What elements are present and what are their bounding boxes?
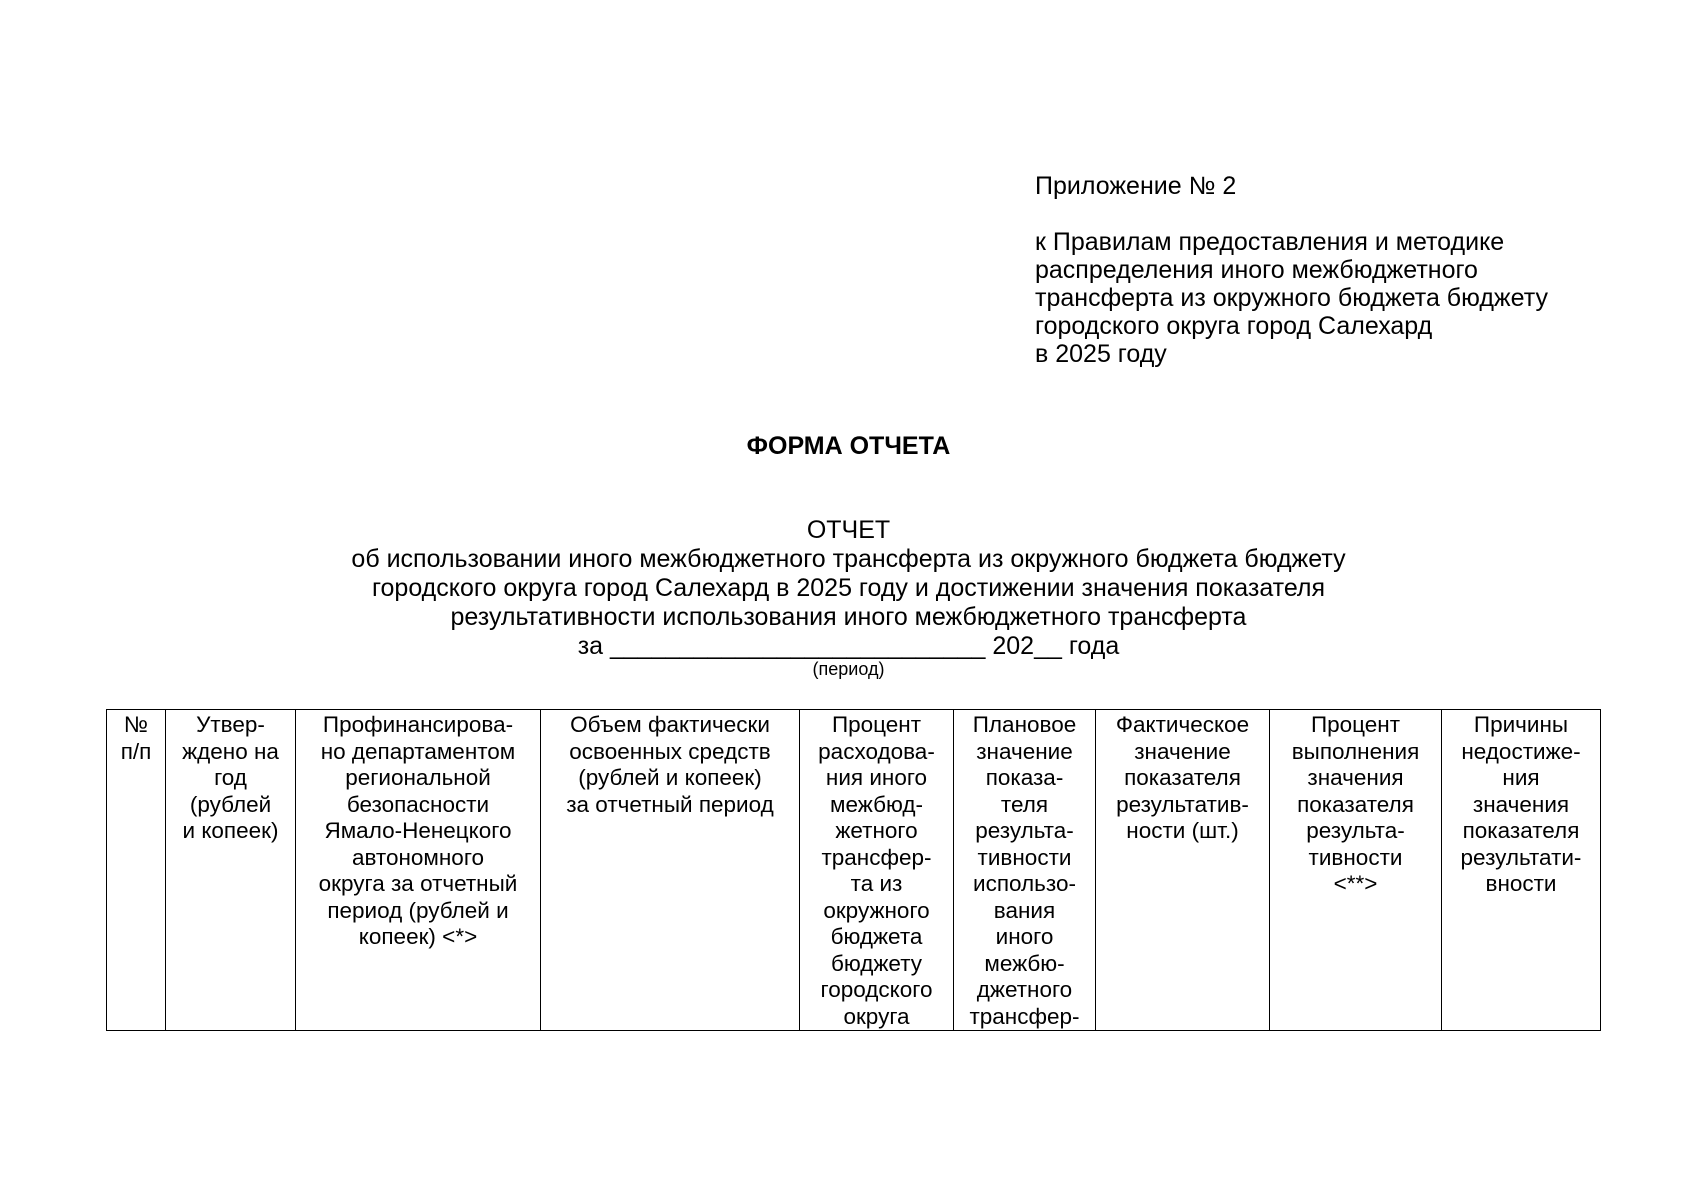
- header-cell-line: та из: [850, 871, 903, 896]
- header-cell-line: Утвер-: [196, 712, 265, 737]
- header-cell-line: значения: [1472, 791, 1570, 817]
- header-cell-financed: [296, 710, 541, 1031]
- header-cell-reasons: [1442, 710, 1601, 1031]
- header-cell-line: тивности: [1308, 844, 1403, 870]
- report-table: [106, 709, 1601, 1031]
- header-cell-number: [107, 710, 166, 1031]
- header-cell-actual-value: [1096, 710, 1270, 1031]
- header-cell-line: (рублей: [189, 791, 272, 817]
- appendix-line: в 2025 году: [1035, 340, 1167, 368]
- header-cell-line: автономного: [351, 844, 485, 870]
- header-cell-line: <**>: [1333, 871, 1378, 896]
- header-cell-line: ждено на: [182, 738, 279, 764]
- appendix-line: к Правилам предоставления и методике: [1035, 228, 1505, 256]
- header-cell-line: Объем фактически: [570, 712, 770, 737]
- header-cell-line: ния: [1502, 765, 1540, 790]
- report-subtitle-line: городского округа город Салехард в 2025 году и достижении значения показателя: [371, 574, 1326, 602]
- header-cell-planned-value: [954, 710, 1096, 1031]
- appendix-line: городского округа город Салехард: [1035, 312, 1433, 340]
- header-cell-line: теля: [1000, 791, 1049, 817]
- table-header-row: [107, 710, 1601, 1031]
- header-cell-line: региональной: [345, 765, 491, 790]
- header-cell-line: тивности: [977, 844, 1072, 870]
- header-cell-completion-percent: [1270, 710, 1442, 1031]
- header-cell-line: выполнения: [1291, 738, 1420, 764]
- header-cell-line: копеек) <*>: [358, 924, 478, 949]
- header-cell-line: округа: [843, 1003, 910, 1029]
- header-cell-line: иного: [995, 924, 1054, 949]
- header-cell-line: вания: [993, 897, 1056, 923]
- header-cell-line: трансфер-: [821, 844, 932, 870]
- header-cell-line: Фактическое: [1115, 712, 1250, 737]
- header-cell-line: трансфер-: [969, 1003, 1080, 1029]
- appendix-line: трансферта из окружного бюджета бюджету: [1035, 284, 1548, 312]
- header-cell-line: значения: [1307, 765, 1404, 790]
- header-cell-line: ности (шт.): [1126, 818, 1239, 843]
- header-cell-line: показателя: [1124, 765, 1241, 790]
- header-cell-line: ния иного: [825, 765, 928, 790]
- header-cell-line: значение: [1134, 738, 1231, 764]
- header-cell-line: №: [123, 712, 149, 737]
- report-subtitle-line: об использовании иного межбюджетного трансферта из окружного бюджета бюджету: [351, 545, 1346, 573]
- report-period-line: за ___________________________ 202__ года: [577, 632, 1120, 660]
- header-cell-line: недостиже-: [1461, 738, 1581, 764]
- appendix-line: распределения иного межбюджетного: [1035, 256, 1478, 284]
- header-cell-line: бюджета: [830, 924, 923, 949]
- appendix-block: [1035, 172, 1655, 368]
- report-heading: [0, 516, 1697, 661]
- header-cell-line: но департаментом: [320, 738, 516, 764]
- header-cell-line: Плановое: [972, 712, 1077, 737]
- header-cell-line: окружного: [823, 897, 930, 923]
- period-note: (период): [812, 659, 885, 679]
- header-cell-line: округа за отчетный: [318, 871, 518, 896]
- header-cell-actual-volume: [541, 710, 800, 1031]
- header-cell-line: и копеек): [182, 818, 279, 843]
- header-cell-line: показа-: [985, 765, 1064, 790]
- header-cell-line: межбю-: [984, 950, 1065, 976]
- appendix-number: Приложение № 2: [1035, 172, 1237, 200]
- header-cell-line: период (рублей и: [327, 897, 509, 923]
- report-title: ОТЧЕТ: [806, 516, 891, 544]
- header-cell-line: Профинансирова-: [322, 712, 514, 737]
- header-cell-line: безопасности: [346, 791, 490, 817]
- header-cell-line: освоенных средств: [569, 738, 771, 764]
- report-subtitle-line: результативности использования иного межбюджетного трансферта: [450, 603, 1247, 631]
- header-cell-line: использо-: [973, 871, 1076, 896]
- form-title: ФОРМА ОТЧЕТА: [746, 432, 951, 460]
- header-cell-line: результати-: [1460, 844, 1582, 870]
- header-cell-line: вности: [1485, 871, 1557, 896]
- header-cell-line: городского: [820, 977, 933, 1002]
- header-cell-line: за отчетный период: [566, 791, 774, 817]
- header-cell-line: показателя: [1462, 818, 1580, 843]
- header-cell-line: межбюд-: [830, 791, 923, 817]
- header-cell-line: Причины: [1473, 712, 1569, 737]
- header-cell-line: результа-: [1306, 818, 1405, 843]
- header-cell-line: Процент: [1310, 712, 1401, 737]
- header-cell-line: Процент: [831, 712, 922, 737]
- header-cell-line: п/п: [120, 738, 152, 764]
- header-cell-line: (рублей и копеек): [578, 765, 762, 790]
- header-cell-line: год: [214, 765, 247, 790]
- header-cell-spending-percent: [800, 710, 954, 1031]
- header-cell-line: жетного: [835, 818, 918, 843]
- header-cell-line: бюджету: [830, 950, 923, 976]
- header-cell-line: результатив-: [1116, 791, 1249, 817]
- header-cell-line: джетного: [976, 977, 1073, 1002]
- header-cell-line: показателя: [1297, 791, 1414, 817]
- header-cell-line: результа-: [975, 818, 1074, 843]
- header-cell-approved: [166, 710, 296, 1031]
- header-cell-line: Ямало-Ненецкого: [324, 818, 512, 843]
- header-cell-line: расходова-: [818, 738, 935, 764]
- header-cell-line: значение: [976, 738, 1073, 764]
